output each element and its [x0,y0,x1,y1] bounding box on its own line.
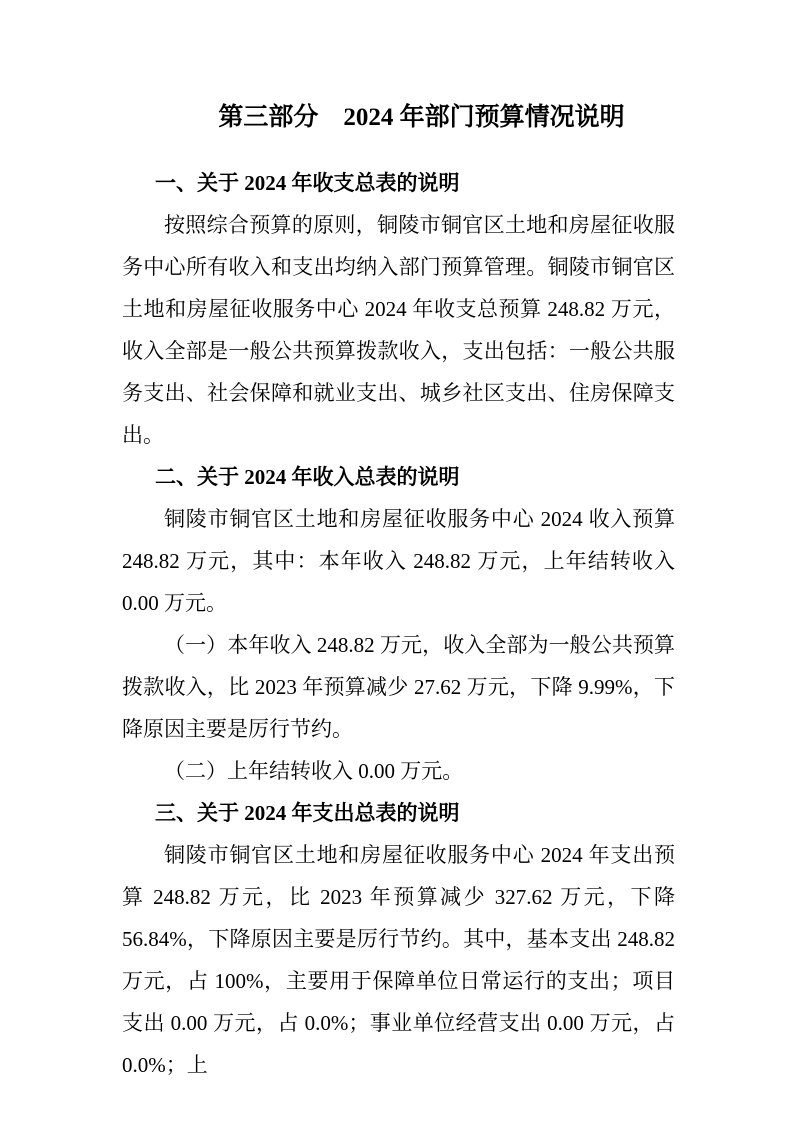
document-title: 第三部分 2024 年部门预算情况说明 [218,104,625,131]
paragraph: 铜陵市铜官区土地和房屋征收服务中心 2024 年支出预算 248.82 万元，比 2023 年预算减少 327.62 万元，下降 56.84%，下降原因主要是厉行节约。其中，基本支出 248.82 万元，占 100%，主要用于保障单位日常运行的支出；项目支出 0.00 万元，占 0.0%；事业单位经营支出 0.00 万元，占 0.0%；上 [122,843,675,1077]
paragraph: 按照综合预算的原则，铜陵市铜官区土地和房屋征收服务中心所有收入和支出均纳入部门预算管理。铜陵市铜官区土地和房屋征收服务中心 2024 年收支总预算 248.82 万元，收入全部是一般公共预算拨款收入，支出包括：一般公共服务支出、社会保障和就业支出、城乡社区支出、住房保障支出。 [122,213,675,447]
section-income-table [122,456,675,792]
section-expense-table [122,792,675,1086]
section-heading: 一、关于 2024 年收支总表的说明 [155,171,460,195]
paragraph: 铜陵市铜官区土地和房屋征收服务中心 2024 收入预算 248.82 万元，其中：本年收入 248.82 万元，上年结转收入 0.00 万元。 [122,507,675,615]
paragraph: （二）上年结转收入 0.00 万元。 [164,759,464,783]
section-income-expense-overview [122,162,675,456]
section-heading: 三、关于 2024 年支出总表的说明 [155,801,460,825]
section-heading: 二、关于 2024 年收入总表的说明 [155,465,460,489]
paragraph: （一）本年收入 248.82 万元，收入全部为一般公共预算拨款收入，比 2023 年预算减少 27.62 万元，下降 9.99%，下降原因主要是厉行节约。 [122,633,675,741]
